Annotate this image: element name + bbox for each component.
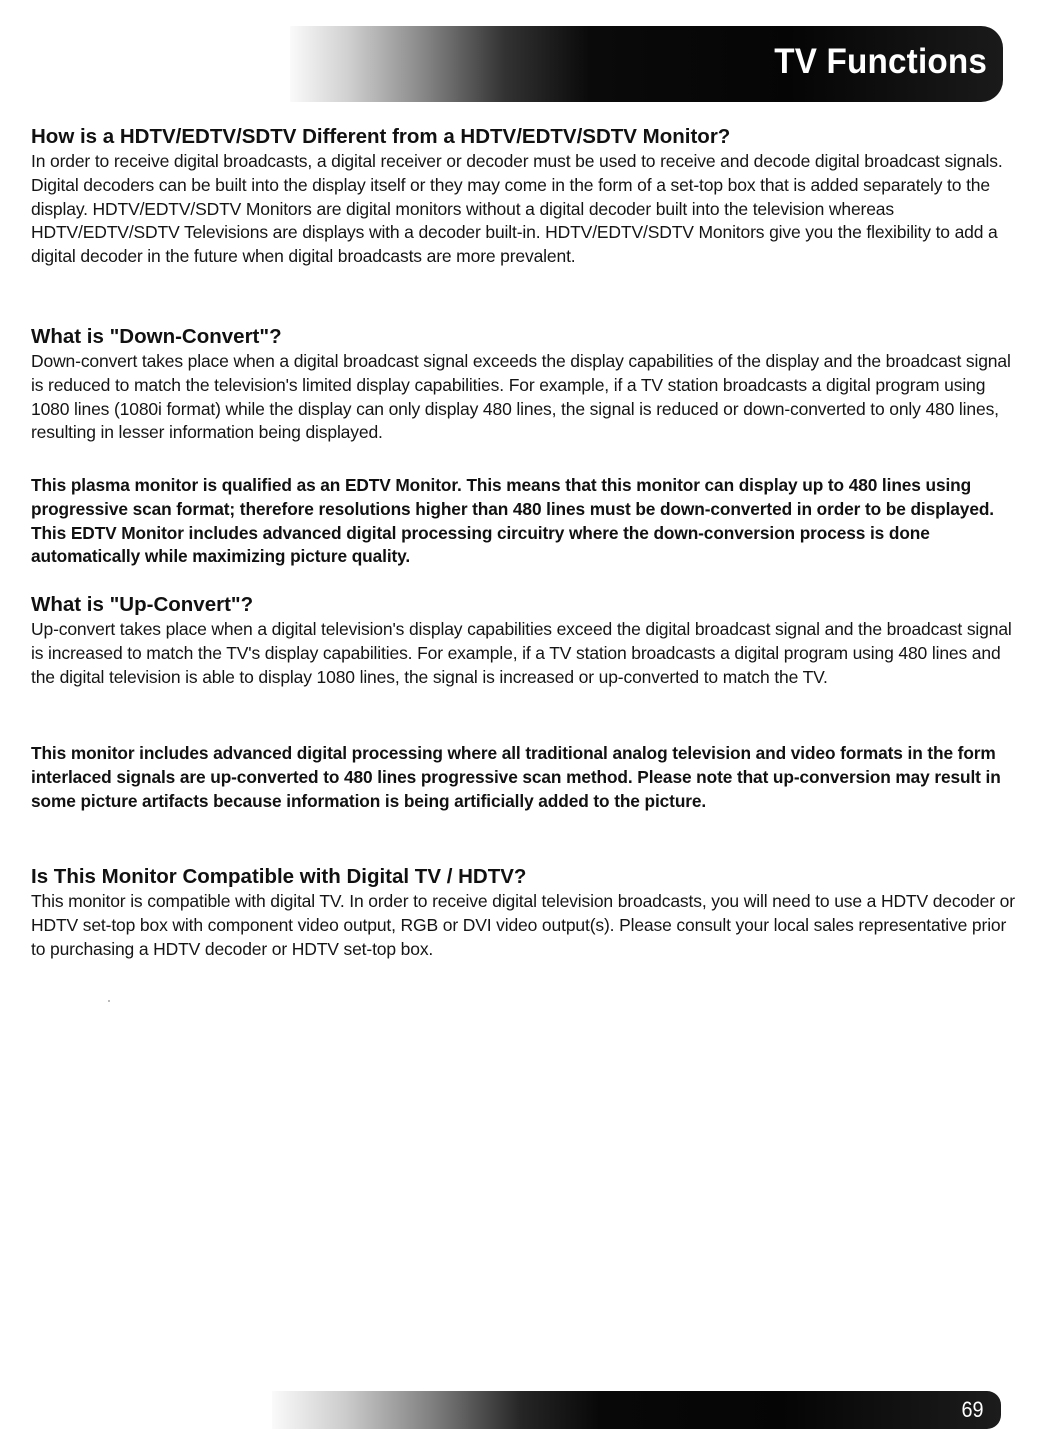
scan-artifact-dot — [108, 1000, 110, 1002]
section-hdtv-vs-monitor — [31, 124, 1016, 269]
section-body: In order to receive digital broadcasts, a digital receiver or decoder must be used to receive and decode digital broadcast signals. Digital decoders can be built into the display itself or they may come in the form of a set-top box that is added separately to the display. HDTV/EDTV/SDTV Monitors are digital monitors without a digital decoder built into the television whereas HDTV/EDTV/SDTV Televisions are displays with a decoder built-in. HDTV/EDTV/SDTV Monitors give you the flexibility to add a digital decoder in the future when digital broadcasts are more prevalent. — [31, 151, 1003, 267]
section-body: Down-convert takes place when a digital broadcast signal exceeds the display capabilities of the display and the broadcast signal is reduced to match the television's limited display capabilities. For example, if a TV station broadcasts a digital program using 1080 lines (1080i format) while the display can only display 480 lines, the signal is reduced or down-converted to only 480 lines, resulting in lesser information being displayed. — [31, 351, 1011, 443]
down-convert-note: This plasma monitor is qualified as an EDTV Monitor. This means that this monitor can display up to 480 lines using progressive scan format; therefore resolutions higher than 480 lines must be down-converted in order to be displayed. This EDTV Monitor includes advanced digital processing circuitry where the down-conversion process is done automatically while maximizing picture quality. — [31, 475, 994, 567]
section-down-convert — [31, 324, 1016, 445]
up-convert-note: This monitor includes advanced digital processing where all traditional analog television and video formats in the form interlaced signals are up-converted to 480 lines progressive scan method. Please note that up-conversion may result in some picture artifacts because information is being artificially added to the picture. — [31, 743, 1001, 811]
section-heading: How is a HDTV/EDTV/SDTV Different from a HDTV/EDTV/SDTV Monitor? — [31, 125, 731, 148]
section-body: Up-convert takes place when a digital television's display capabilities exceed the digital broadcast signal and the broadcast signal is increased to match the TV's display capabilities. For example, if a TV station broadcasts a digital program using 480 lines and the digital television is able to display 1080 lines, the signal is increased or up-converted to match the TV. — [31, 619, 1012, 687]
section-title: TV Functions — [774, 42, 987, 81]
footer-banner — [272, 1391, 1001, 1429]
section-digital-tv-compatibility — [31, 864, 1016, 961]
section-heading: Is This Monitor Compatible with Digital TV / HDTV? — [31, 865, 527, 888]
section-header-banner — [290, 26, 1003, 102]
page-number: 69 — [960, 1397, 983, 1422]
section-up-convert — [31, 592, 1016, 689]
section-heading: What is "Down-Convert"? — [31, 325, 282, 348]
section-heading: What is "Up-Convert"? — [31, 593, 254, 616]
section-body: This monitor is compatible with digital TV. In order to receive digital television broadcasts, you will need to use a HDTV decoder or HDTV set-top box with component video output, RGB or DVI video output(s). Please consult your local sales representative prior to purchasing a HDTV decoder or HDTV set-top box. — [31, 891, 1015, 959]
